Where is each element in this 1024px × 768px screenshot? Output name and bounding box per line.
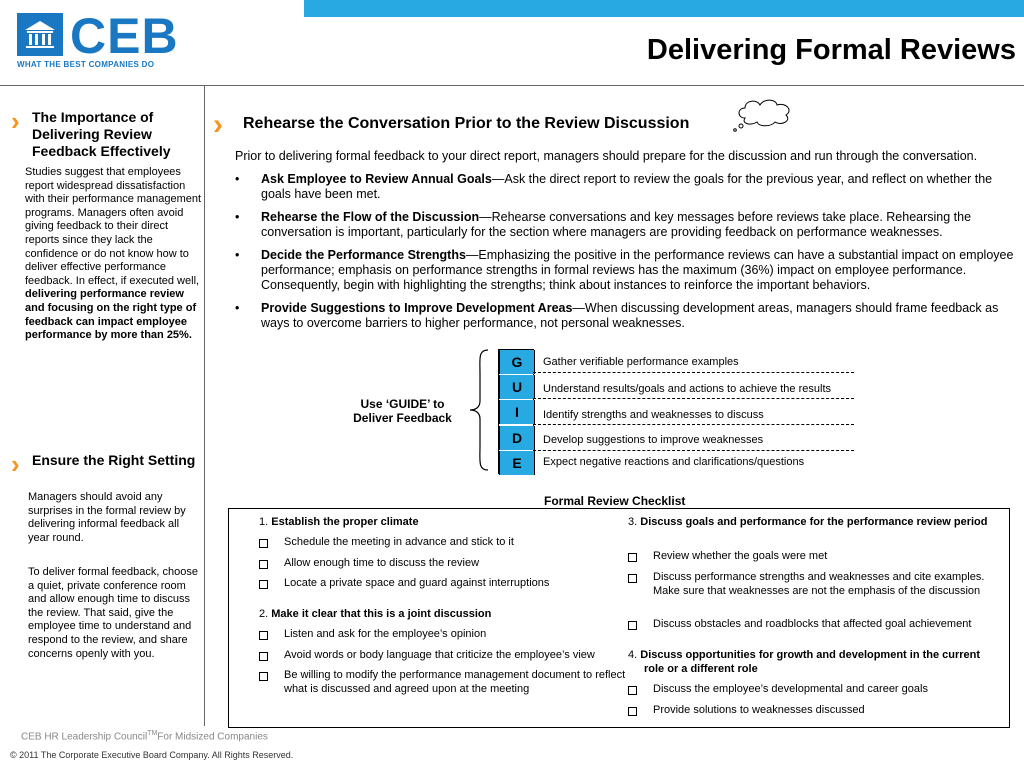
checklist-section-4-title: 4. Discuss opportunities for growth and development in the current role or a different role (628, 649, 981, 675)
guide-letter-i: I (499, 400, 535, 424)
checkbox-icon (259, 672, 268, 681)
main-heading: Rehearse the Conversation Prior to the Review Discussion (243, 115, 690, 132)
top-accent-bar (304, 0, 1024, 17)
checklist-item: Provide solutions to weaknesses discussed (628, 704, 998, 718)
checklist-item: Be willing to modify the performance management document to reflect what is discussed and agreed upon at the meeting (259, 669, 634, 696)
sidebar-section2-p2: To deliver formal feedback, choose a quiet, private conference room and allow enough time to discuss the review. That said, give the employee time to understand and respond to the review, and share concerns openly with you. (28, 566, 198, 660)
checkbox-icon (628, 686, 637, 695)
guide-text-i: Identify strengths and weaknesses to discuss (543, 409, 764, 421)
footer-council: CEB HR Leadership Council™For Midsized Companies (21, 730, 268, 743)
chevron-right-icon: › (11, 106, 20, 136)
checklist-item: Avoid words or body language that criticize the employee’s view (259, 649, 634, 663)
checklist-item: Review whether the goals were met (628, 550, 998, 564)
checklist-item: Allow enough time to discuss the review (259, 557, 634, 571)
checkbox-icon (259, 652, 268, 661)
checklist-section-2-title: 2. Make it clear that this is a joint discussion (259, 608, 492, 620)
guide-divider (533, 450, 854, 451)
sidebar-section2-p1: Managers should avoid any surprises in the formal review by delivering informal feedback all year round. (28, 491, 186, 544)
list-item: • Provide Suggestions to Improve Development Areas—When discussing development areas, managers should frame feedback as ways to overcome barriers to higher performance, not personal weaknesses. (235, 301, 1015, 331)
thought-cloud-icon (731, 96, 797, 139)
sidebar-section1-body: Studies suggest that employees report widespread dissatisfaction with their performance management programs. Managers often avoid giving feedback to their direct reports since they lack the confidence or do not know how to deliver effective performance feedback. In effect, if executed well, delivering performance review and focusing on the right type of feedback can impact employee performance by more than 25%. (25, 166, 202, 342)
header-divider (0, 85, 1024, 86)
checklist-section-1-title: 1. Establish the proper climate (259, 516, 419, 528)
checkbox-icon (259, 631, 268, 640)
checkbox-icon (628, 553, 637, 562)
guide-text-d: Develop suggestions to improve weaknesses (543, 434, 764, 446)
sidebar-section1-title: The Importance of Delivering Review Feedback Effectively (32, 109, 171, 159)
checklist-section-3-title: 3. Discuss goals and performance for the performance review period (628, 516, 988, 528)
guide-letter-d: D (499, 426, 535, 450)
list-item: • Ask Employee to Review Annual Goals—Ask the direct report to review the goals for the previous year, and reflect on whether the goals have been met. (235, 172, 1015, 202)
checkbox-icon (628, 574, 637, 583)
checklist-item: Locate a private space and guard against interruptions (259, 577, 634, 591)
building-logo-icon (17, 13, 63, 56)
page-title: Delivering Formal Reviews (646, 34, 1016, 66)
checklist-item: Schedule the meeting in advance and stick to it (259, 536, 634, 550)
checkbox-icon (628, 707, 637, 716)
checklist-title: Formal Review Checklist (506, 494, 723, 508)
guide-letter-g: G (499, 350, 535, 374)
main-intro: Prior to delivering formal feedback to your direct report, managers should prepare for the discussion and run through the conversation. (235, 149, 978, 163)
logo-tagline: WHAT THE BEST COMPANIES DO (17, 60, 155, 69)
guide-divider (533, 424, 854, 425)
sidebar-divider (204, 86, 205, 726)
checkbox-icon (259, 539, 268, 548)
logo-wordmark: CEB (70, 8, 179, 64)
guide-divider (533, 372, 854, 373)
checklist-item: Listen and ask for the employee’s opinion (259, 628, 634, 642)
checkbox-icon (259, 560, 268, 569)
checklist-item: Discuss performance strengths and weaknesses and cite examples. Make sure that weaknesses are not the emphasis of the discussion (628, 571, 998, 598)
list-item: • Rehearse the Flow of the Discussion—Rehearse conversations and key messages before reviews take place. Rehearsing the conversation is important, particularly for the section where managers are providing feedback on performance weaknesses. (235, 210, 1015, 240)
checklist-item: Discuss obstacles and roadblocks that affected goal achievement (628, 618, 998, 632)
list-item: • Decide the Performance Strengths—Emphasizing the positive in the performance reviews can have a substantial impact on employee performance; emphasis on performance strengths in formal reviews has the maximum (36%) impact on employee performance. Consequently, begin with highlighting the strengths; think about instances to reinforce the important behaviors. (235, 248, 1015, 293)
checklist-item: Discuss the employee’s developmental and career goals (628, 683, 998, 697)
guide-label: Use ‘GUIDE’ to Deliver Feedback (353, 397, 452, 425)
chevron-right-icon: › (213, 108, 223, 141)
guide-text-u: Understand results/goals and actions to achieve the results (543, 383, 831, 395)
guide-text-g: Gather verifiable performance examples (543, 356, 739, 368)
checkbox-icon (259, 580, 268, 589)
guide-letter-u: U (499, 375, 535, 399)
chevron-right-icon: › (11, 449, 20, 479)
sidebar-section2-title: Ensure the Right Setting (32, 452, 196, 468)
curly-brace-icon (468, 349, 490, 476)
guide-text-e: Expect negative reactions and clarifications/questions (543, 456, 805, 468)
footer-copyright: © 2011 The Corporate Executive Board Company. All Rights Reserved. (10, 750, 294, 760)
main-bullet-list (235, 172, 1015, 339)
guide-letter-e: E (499, 451, 535, 475)
checkbox-icon (628, 621, 637, 630)
guide-divider (533, 398, 854, 399)
